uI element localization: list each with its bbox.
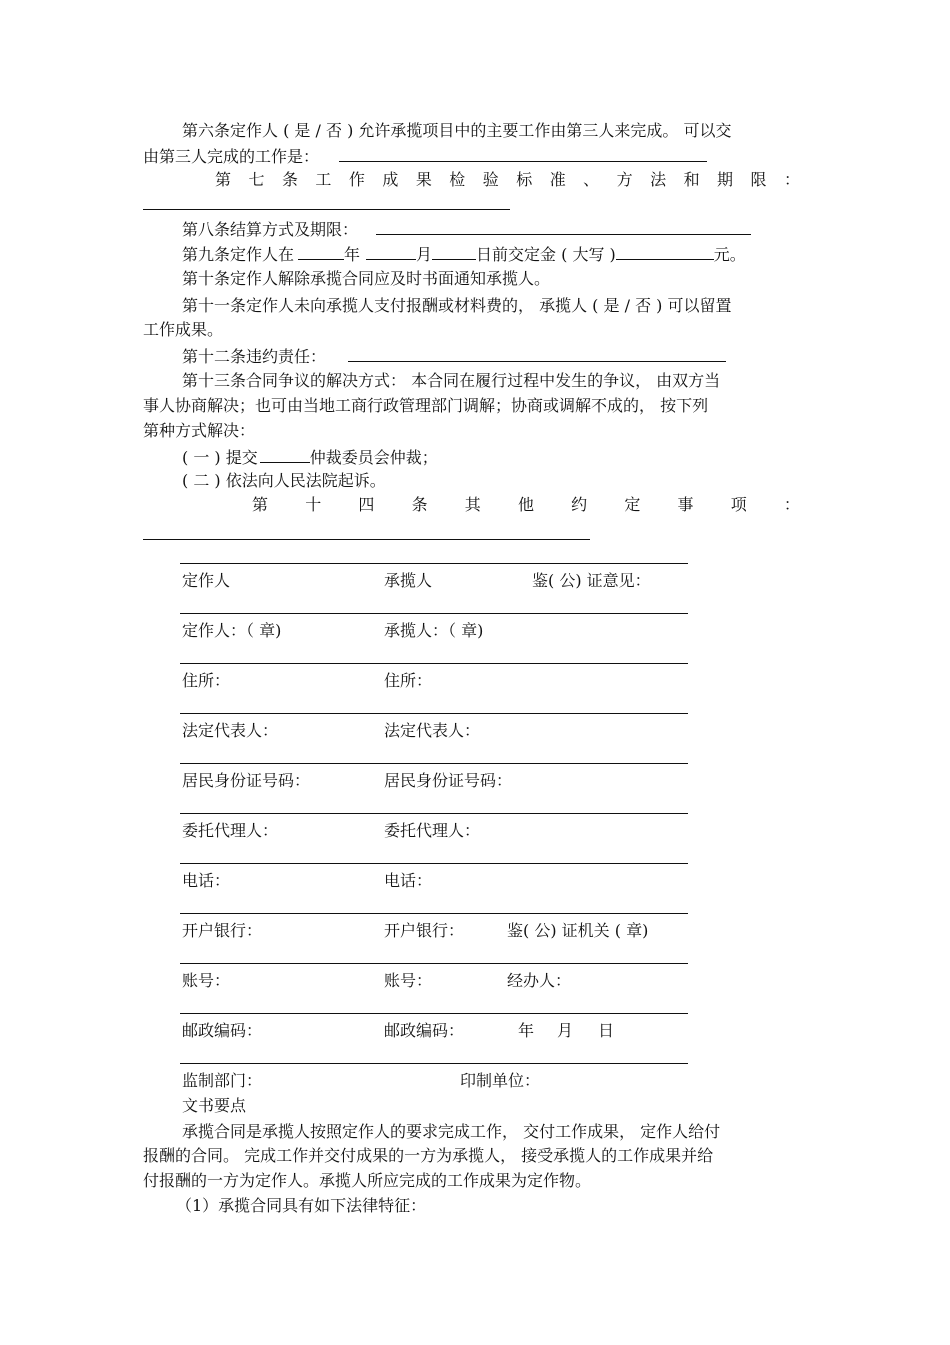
article-14-char: 第 xyxy=(252,495,269,514)
signature-rule xyxy=(180,963,688,964)
article-7-char: 期 xyxy=(717,170,734,189)
sig-header-notary: 鉴( 公) 证意见： xyxy=(532,571,651,590)
article-7-char: 和 xyxy=(683,170,700,189)
sig-header-contractor-owner: 定作人 xyxy=(182,571,231,590)
option-1-suffix: 仲裁委员会仲裁； xyxy=(309,448,438,467)
sig-postcode-owner: 邮政编码： xyxy=(182,1021,263,1040)
signature-rule xyxy=(180,1013,688,1014)
article-8-label: 第八条结算方式及期限： xyxy=(182,220,359,239)
sig-handler: 经办人： xyxy=(507,971,572,990)
option-1-line xyxy=(182,447,438,468)
sig-phone-contractor: 电话： xyxy=(384,871,433,890)
notes-p2: （1）承揽合同具有如下法律特征： xyxy=(176,1196,427,1215)
article-6-label: 由第三人完成的工作是： xyxy=(143,147,320,166)
article-9-line xyxy=(182,244,746,265)
signature-rule xyxy=(180,1063,688,1064)
article-6-blank xyxy=(339,146,707,162)
signature-rule xyxy=(180,863,688,864)
article-14-title xyxy=(252,495,800,515)
deposit-label: 日前交定金 ( 大写 ) xyxy=(476,245,616,264)
article-7-title xyxy=(215,170,800,190)
sig-seal-owner: 定作人：（ 章) xyxy=(182,621,282,640)
article-7-char: 果 xyxy=(415,170,432,189)
sig-bank-owner: 开户银行： xyxy=(182,921,263,940)
article-10: 第十条定作人解除承揽合同应及时书面通知承揽人。 xyxy=(182,269,551,288)
article-7-char: 作 xyxy=(348,170,365,189)
sig-bank-contractor: 开户银行： xyxy=(384,921,465,940)
month-blank xyxy=(366,244,416,260)
article-7-char: 成 xyxy=(382,170,399,189)
signature-rule xyxy=(180,913,688,914)
option-2: ( 二 ) 依法向人民法院起诉。 xyxy=(182,471,386,490)
article-7-char: 准 xyxy=(549,170,566,189)
article-12-line xyxy=(182,346,726,367)
article-7-char: 工 xyxy=(315,170,332,189)
signature-rule xyxy=(180,813,688,814)
sig-account-contractor: 账号： xyxy=(384,971,433,990)
yuan-label: 元。 xyxy=(713,245,746,264)
article-14-blank xyxy=(143,539,590,540)
sig-phone-owner: 电话： xyxy=(182,871,231,890)
article-14-char: 十 xyxy=(305,495,322,514)
signature-rule xyxy=(180,713,688,714)
sig-id-contractor: 居民身份证号码： xyxy=(384,771,513,790)
article-7-char: ： xyxy=(783,170,800,189)
printer-label: 印制单位： xyxy=(460,1071,541,1090)
article-14-char: 定 xyxy=(624,495,641,514)
article-14-char: 四 xyxy=(358,495,375,514)
article-8-line xyxy=(182,219,751,240)
article-11-line-1: 第十一条定作人未向承揽人支付报酬或材料费的， 承揽人 ( 是 / 否 ) 可以留置 xyxy=(182,296,732,315)
supervisor-label: 监制部门： xyxy=(182,1071,263,1090)
month-label: 月 xyxy=(416,245,433,264)
year-blank xyxy=(298,244,344,260)
signature-rule xyxy=(180,563,688,564)
article-7-char: 方 xyxy=(616,170,633,189)
article-12-label: 第十二条违约责任： xyxy=(182,347,327,366)
day-blank xyxy=(432,244,476,260)
article-14-char: 事 xyxy=(677,495,694,514)
article-14-char: ： xyxy=(783,495,800,514)
notes-p1-line-3: 付报酬的一方为定作人。承揽人所应完成的工作成果为定作物。 xyxy=(143,1171,592,1190)
article-14-char: 项 xyxy=(730,495,747,514)
sig-seal-contractor: 承揽人：（ 章) xyxy=(384,621,484,640)
notes-p1-line-2: 报酬的合同。 完成工作并交付成果的一方为承揽人， 接受承揽人的工作成果并给 xyxy=(143,1146,714,1165)
signature-rule xyxy=(180,613,688,614)
article-7-char: 检 xyxy=(449,170,466,189)
signature-rule xyxy=(180,763,688,764)
article-7-char: 限 xyxy=(750,170,767,189)
article-13-line-1: 第十三条合同争议的解决方式： 本合同在履行过程中发生的争议， 由双方当 xyxy=(182,371,721,390)
article-11-line-2: 工作成果。 xyxy=(143,320,224,339)
sig-notary-office: 鉴( 公) 证机关 ( 章) xyxy=(507,921,649,940)
arbitration-blank xyxy=(260,447,310,463)
article-9-prefix: 第九条定作人在 xyxy=(182,245,295,264)
sig-header-contractor: 承揽人 xyxy=(384,571,433,590)
article-7-char: 验 xyxy=(482,170,499,189)
deposit-amount-blank xyxy=(616,244,714,260)
article-7-char: 第 xyxy=(215,170,232,189)
sig-account-owner: 账号： xyxy=(182,971,231,990)
article-12-blank xyxy=(348,346,726,362)
notes-heading: 文书要点 xyxy=(182,1096,247,1115)
article-8-blank xyxy=(376,219,751,235)
sig-date-day: 日 xyxy=(598,1021,615,1040)
article-7-char: 法 xyxy=(650,170,667,189)
sig-address-owner: 住所： xyxy=(182,671,231,690)
article-6-line-2 xyxy=(143,146,707,167)
article-14-char: 约 xyxy=(571,495,588,514)
article-6-line-1: 第六条定作人 ( 是 / 否 ) 允许承揽项目中的主要工作由第三人来完成。 可以交 xyxy=(182,121,732,140)
year-label: 年 xyxy=(344,245,361,264)
sig-address-contractor: 住所： xyxy=(384,671,433,690)
article-7-char: 标 xyxy=(516,170,533,189)
article-7-char: 、 xyxy=(583,170,600,189)
option-1-prefix: ( 一 ) 提交 xyxy=(182,448,258,467)
signature-rule xyxy=(180,663,688,664)
sig-date-year: 年 xyxy=(518,1021,535,1040)
article-7-blank xyxy=(143,209,510,210)
sig-id-owner: 居民身份证号码： xyxy=(182,771,311,790)
article-14-char: 条 xyxy=(411,495,428,514)
article-13-line-3: 第种方式解决： xyxy=(143,421,256,440)
sig-date-month: 月 xyxy=(557,1021,574,1040)
article-13-line-2: 事人协商解决；也可由当地工商行政管理部门调解；协商或调解不成的， 按下列 xyxy=(143,396,709,415)
article-14-char: 其 xyxy=(464,495,481,514)
article-7-char: 条 xyxy=(281,170,298,189)
sig-legal-rep-contractor: 法定代表人： xyxy=(384,721,481,740)
article-7-char: 七 xyxy=(248,170,265,189)
notes-p1-line-1: 承揽合同是承揽人按照定作人的要求完成工作， 交付工作成果， 定作人给付 xyxy=(182,1122,721,1141)
sig-postcode-contractor: 邮政编码： xyxy=(384,1021,465,1040)
sig-legal-rep-owner: 法定代表人： xyxy=(182,721,279,740)
sig-agent-contractor: 委托代理人： xyxy=(384,821,481,840)
article-14-char: 他 xyxy=(517,495,534,514)
sig-agent-owner: 委托代理人： xyxy=(182,821,279,840)
